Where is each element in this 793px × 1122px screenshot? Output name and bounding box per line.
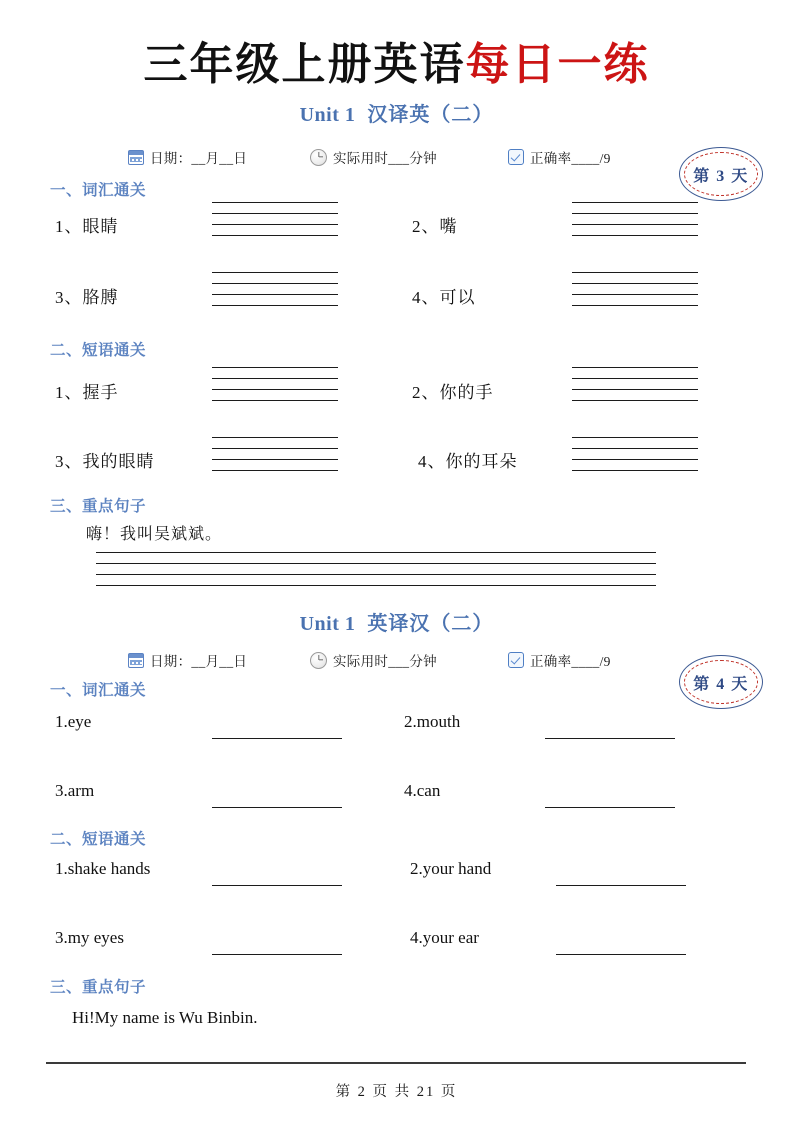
vocab-item-1-3: 3、胳膊 [55,288,119,307]
unit-heading-1 [0,98,793,127]
section-heading-phrase-1: 二、短语通关 [50,342,147,359]
meta-time-1 [310,145,437,169]
meta-time-label-2: 实际用时___分钟 [333,654,437,669]
section-heading-phrase-2: 二、短语通关 [50,831,147,848]
answer-blank-phrase-2-1[interactable] [212,885,342,886]
phrase-item-1-3: 3、我的眼睛 [55,452,155,471]
vocab-item-2-2: 2.mouth [404,712,461,731]
day-stamp-1 [679,147,763,201]
vocab-item-2-4: 4.can [404,781,441,800]
phrase-item-1-4: 4、你的耳朵 [418,452,518,471]
answer-stave-phrase-1-1[interactable] [212,367,338,401]
vocab-item-2-1: 1.eye [55,712,92,731]
answer-stave-vocab-1-4[interactable] [572,272,698,306]
meta-time-label-1: 实际用时___分钟 [333,151,437,166]
day-stamp-1-text: 第 3 天 [693,167,749,185]
phrase-item-1-2: 2、你的手 [412,383,494,402]
phrase-item-2-4: 4.your ear [410,928,479,947]
calendar-icon [128,150,144,165]
page-title [0,28,793,92]
page-title-red: 每日一练 [465,40,650,89]
unit-heading-1-cn: 汉译英（二） [367,104,494,126]
meta-date-1 [128,145,247,169]
key-sentence-1: 嗨！我叫吴斌斌。 [86,526,223,543]
phrase-item-2-3: 3.my eyes [55,928,124,947]
meta-accuracy-1 [508,145,611,169]
section-heading-sentence-2: 三、重点句子 [50,979,147,996]
meta-accuracy-label-1: 正确率____/9 [530,151,611,166]
answer-stave-phrase-1-4[interactable] [572,437,698,471]
answer-stave-phrase-1-2[interactable] [572,367,698,401]
checkbox-checked-icon [508,652,524,668]
answer-stave-vocab-1-3[interactable] [212,272,338,306]
vocab-item-2-3: 3.arm [55,781,95,800]
meta-time-2 [310,648,437,672]
meta-date-2 [128,648,247,672]
vocab-item-1-4: 4、可以 [412,288,476,307]
unit-heading-2-en: Unit 1 [299,613,356,635]
meta-accuracy-2 [508,648,611,672]
vocab-item-1-1: 1、眼睛 [55,217,119,236]
footer-divider [46,1062,746,1064]
clock-icon [310,149,327,166]
unit-heading-2-cn: 英译汉（二） [367,613,494,635]
day-stamp-2-inner [684,660,758,704]
clock-icon [310,652,327,669]
page-title-black: 三年级上册英语 [143,40,466,89]
answer-stave-vocab-1-2[interactable] [572,202,698,236]
calendar-icon [128,653,144,668]
phrase-item-2-1: 1.shake hands [55,859,151,878]
key-sentence-2: Hi!My name is Wu Binbin. [72,1008,258,1027]
answer-blank-vocab-2-3[interactable] [212,807,342,808]
answer-blank-phrase-2-3[interactable] [212,954,342,955]
day-stamp-2-text: 第 4 天 [693,675,749,693]
unit-heading-1-en: Unit 1 [299,104,356,126]
meta-row-2 [120,648,680,672]
day-stamp-1-inner [684,152,758,196]
day-stamp-2 [679,655,763,709]
meta-date-label-1: 日期：__月__日 [150,151,248,166]
answer-blank-phrase-2-2[interactable] [556,885,686,886]
answer-blank-phrase-2-4[interactable] [556,954,686,955]
meta-accuracy-label-2: 正确率____/9 [530,654,611,669]
answer-stave-phrase-1-3[interactable] [212,437,338,471]
answer-stave-sentence-1[interactable] [96,552,656,586]
section-heading-sentence-1: 三、重点句子 [50,498,147,515]
answer-blank-vocab-2-2[interactable] [545,738,675,739]
section-heading-vocab-2: 一、词汇通关 [50,682,147,699]
unit-heading-2 [0,607,793,636]
meta-date-label-2: 日期：__月__日 [150,654,248,669]
section-heading-vocab-1: 一、词汇通关 [50,182,147,199]
answer-blank-vocab-2-1[interactable] [212,738,342,739]
answer-blank-vocab-2-4[interactable] [545,807,675,808]
meta-row-1 [120,145,680,169]
answer-stave-vocab-1-1[interactable] [212,202,338,236]
phrase-item-2-2: 2.your hand [410,859,492,878]
footer-page-number: 第 2 页 共 21 页 [335,1084,458,1100]
phrase-item-1-1: 1、握手 [55,383,119,402]
checkbox-checked-icon [508,149,524,165]
vocab-item-1-2: 2、嘴 [412,217,458,236]
